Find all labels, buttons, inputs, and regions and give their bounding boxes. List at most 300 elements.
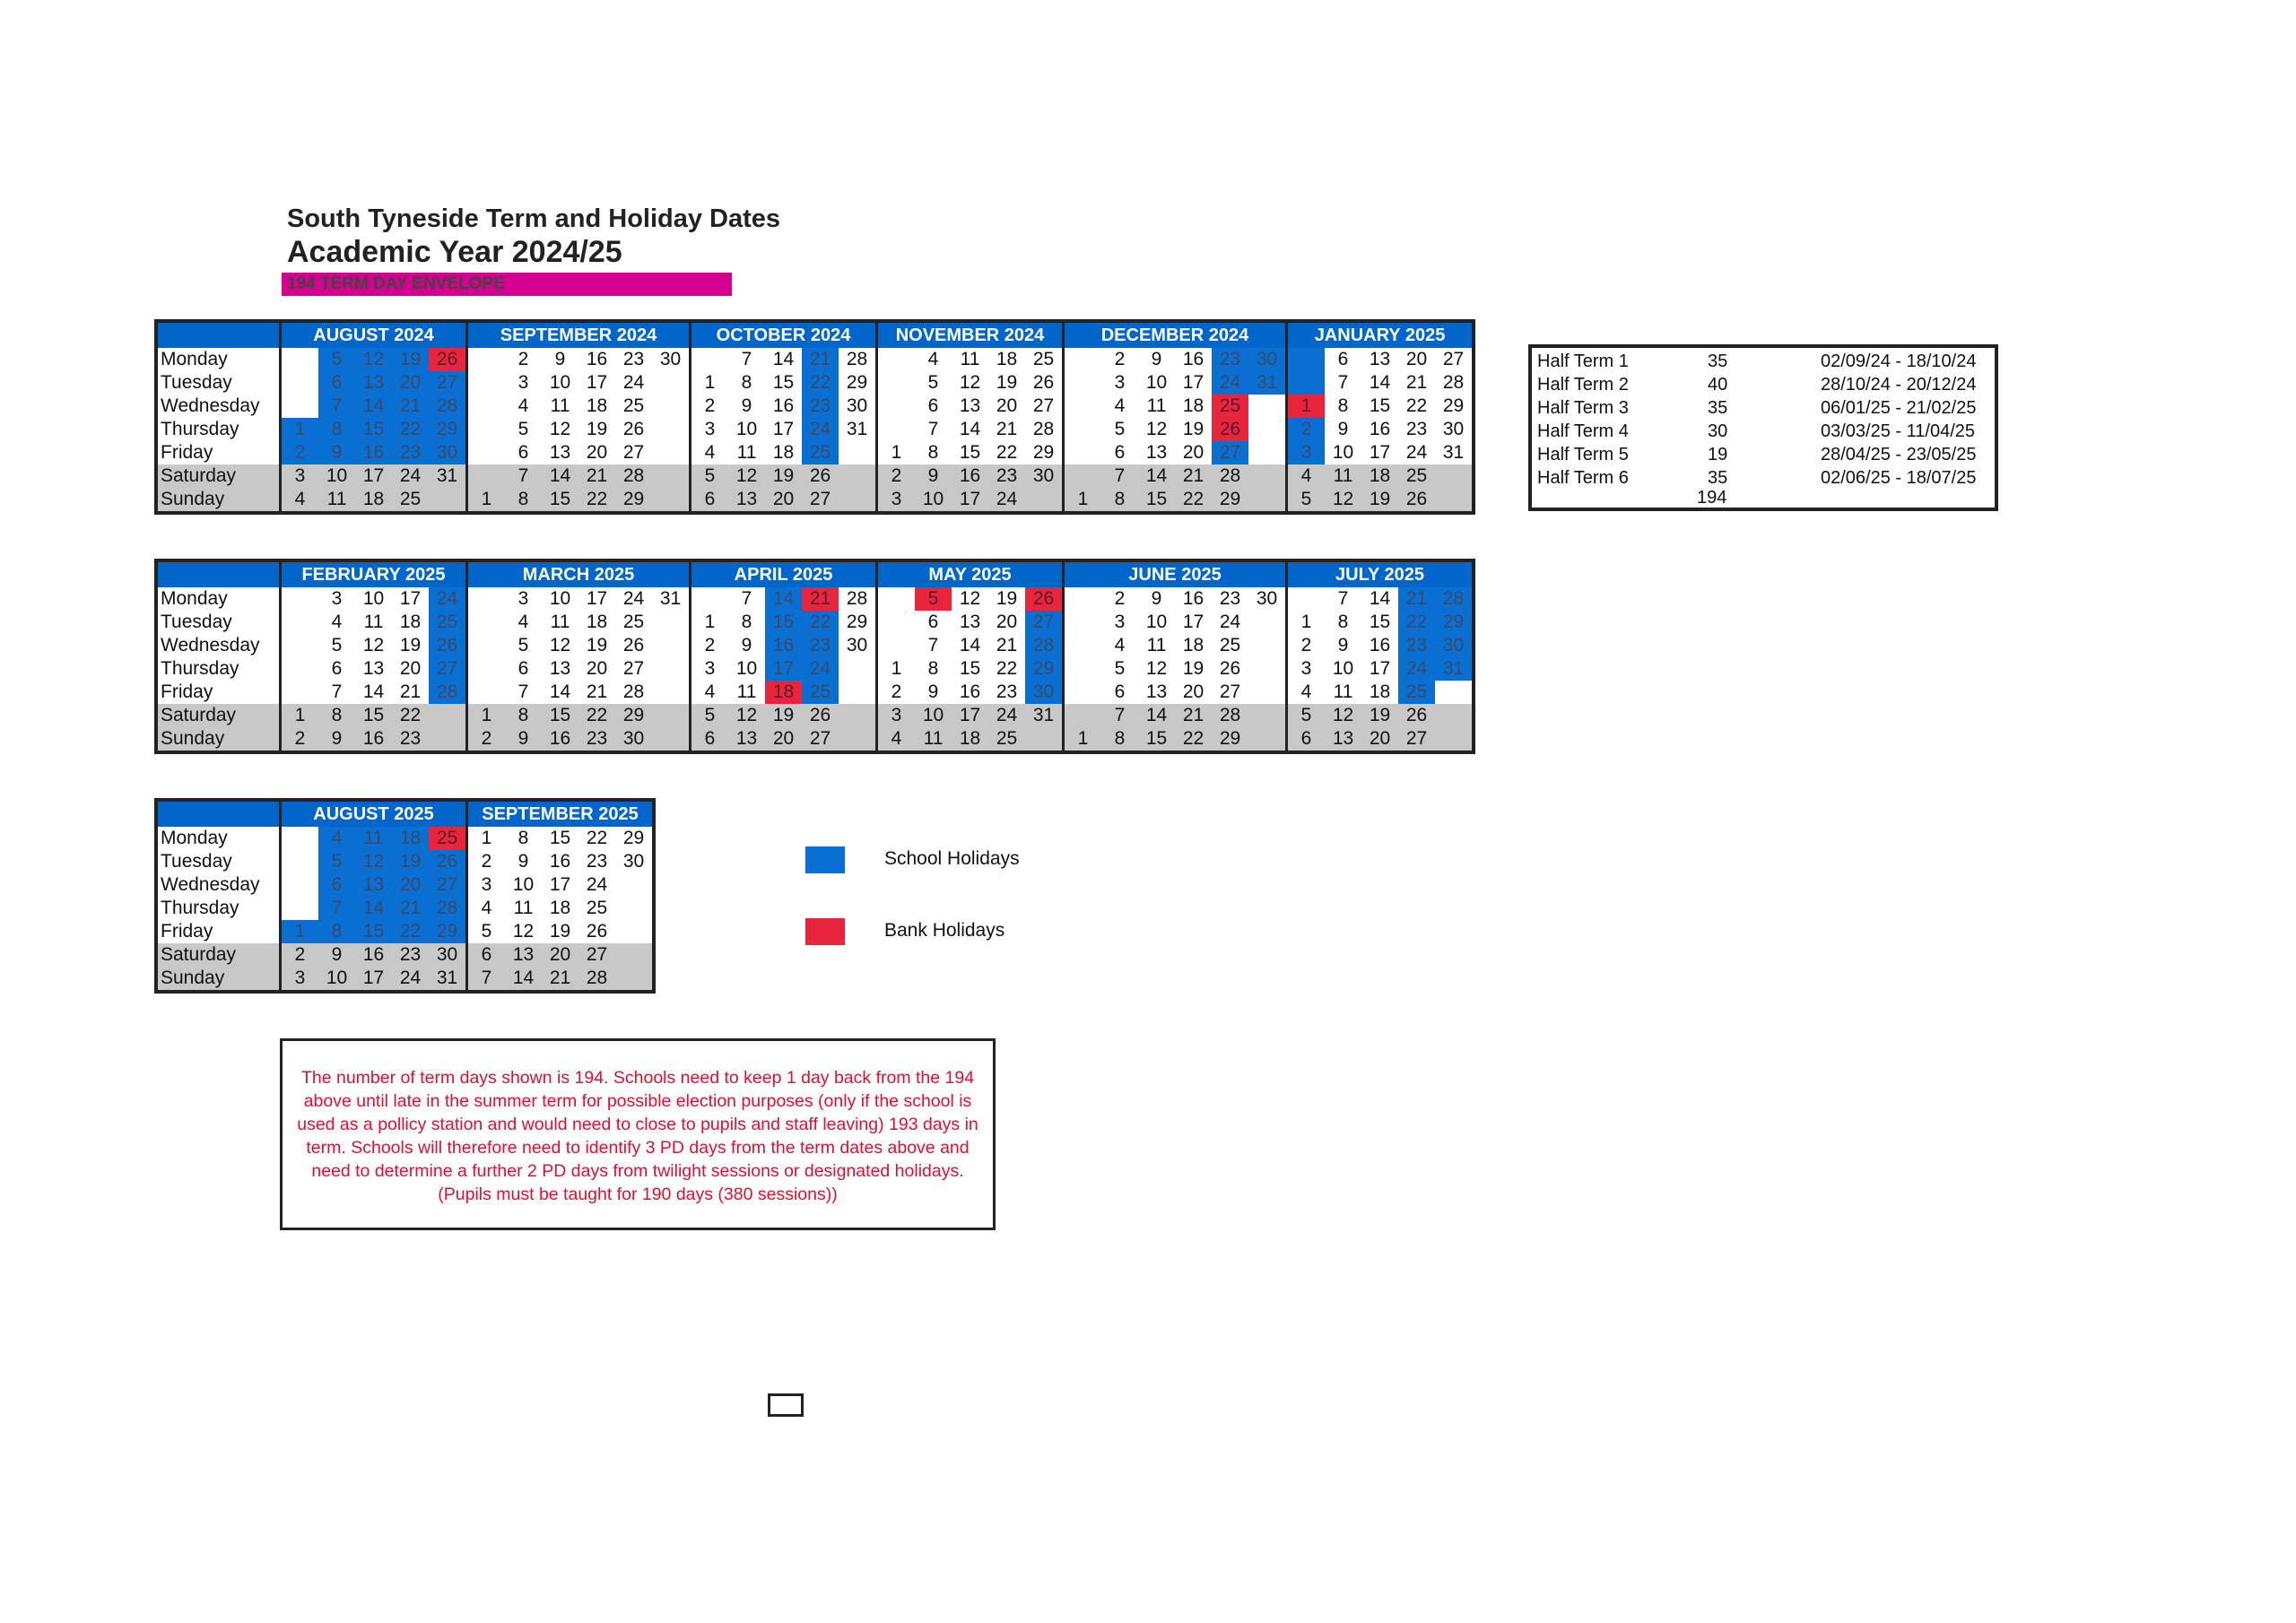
- date-cell: [652, 704, 691, 727]
- date-cell: [467, 634, 506, 657]
- date-cell: [1248, 727, 1287, 752]
- date-cell: 14: [505, 967, 542, 992]
- half-term-name: Half Term 6: [1537, 468, 1629, 488]
- date-cell: 7: [1101, 704, 1138, 727]
- half-term-name: Half Term 2: [1537, 375, 1629, 395]
- half-term-name: Half Term 1: [1537, 352, 1629, 371]
- date-cell: 16: [1369, 419, 1391, 439]
- date-cell: 2: [1287, 418, 1326, 441]
- school-holidays-swatch: [805, 846, 845, 873]
- date-cell: 30: [1435, 634, 1474, 657]
- date-cell: 20: [1405, 349, 1428, 369]
- date-cell: 9: [318, 943, 355, 967]
- date-cell: 15: [959, 658, 981, 679]
- date-cell: 19: [765, 464, 802, 488]
- date-cell: 8: [741, 372, 752, 393]
- date-cell: 4: [517, 612, 529, 632]
- date-cell: 17: [1182, 612, 1205, 632]
- date-cell: [1064, 441, 1102, 464]
- date-cell: 13: [505, 943, 542, 967]
- date-cell: 29: [1435, 611, 1474, 634]
- date-cell: [839, 727, 877, 752]
- date-cell: 25: [429, 827, 467, 850]
- date-cell: 21: [392, 897, 429, 920]
- date-cell: 26: [429, 348, 467, 371]
- half-term-row: [1537, 420, 1995, 443]
- date-cell: 1: [1064, 727, 1102, 752]
- date-cell: [652, 634, 691, 657]
- date-cell: 14: [355, 897, 392, 920]
- date-cell: 11: [736, 442, 757, 463]
- date-cell: 28: [839, 348, 877, 371]
- date-cell: 7: [927, 419, 939, 439]
- date-cell: 9: [741, 635, 752, 655]
- date-cell: [281, 897, 319, 920]
- date-cell: 29: [1212, 488, 1248, 513]
- date-cell: 24: [622, 372, 645, 393]
- date-cell: [467, 348, 506, 371]
- date-cell: 15: [542, 704, 578, 727]
- date-cell: [1025, 727, 1064, 752]
- date-cell: 9: [517, 851, 529, 872]
- page-title: South Tyneside Term and Holiday Dates: [287, 204, 781, 233]
- half-term-dates: 28/04/25 - 23/05/25: [1821, 445, 1977, 464]
- date-cell: 23: [802, 634, 839, 657]
- date-cell: 5: [1114, 658, 1126, 679]
- half-term-summary: [1528, 344, 1998, 511]
- date-cell: 28: [1212, 704, 1248, 727]
- half-term-dates: 02/09/24 - 18/10/24: [1821, 352, 1977, 371]
- date-cell: 18: [399, 612, 422, 632]
- date-cell: 27: [1025, 395, 1064, 418]
- half-term-row: [1537, 396, 1995, 420]
- date-cell: 20: [1182, 681, 1205, 702]
- half-term-total: 194: [1697, 488, 1727, 508]
- month-header: FEBRUARY 2025: [281, 560, 467, 587]
- date-cell: 14: [1138, 464, 1175, 488]
- date-cell: 1: [281, 704, 319, 727]
- date-cell: [429, 727, 467, 752]
- date-cell: 20: [392, 873, 429, 897]
- date-cell: 7: [741, 349, 752, 369]
- date-cell: [467, 611, 506, 634]
- date-cell: [615, 897, 654, 920]
- date-cell: 10: [318, 464, 355, 488]
- calendar-grid-row-1: [154, 319, 1475, 515]
- date-cell: [281, 395, 319, 418]
- date-cell: [877, 418, 916, 441]
- date-cell: 19: [1182, 658, 1205, 679]
- date-cell: [1287, 587, 1326, 611]
- month-header: JANUARY 2025: [1287, 321, 1474, 348]
- date-cell: 2: [704, 635, 716, 655]
- date-cell: 22: [1398, 611, 1435, 634]
- date-cell: 17: [772, 419, 795, 439]
- date-cell: 14: [542, 464, 578, 488]
- date-cell: 15: [355, 418, 392, 441]
- date-cell: 1: [481, 828, 492, 848]
- date-cell: 20: [586, 658, 608, 679]
- date-cell: 25: [586, 898, 608, 918]
- date-cell: [1064, 634, 1102, 657]
- date-cell: 14: [355, 395, 392, 418]
- month-header: DECEMBER 2024: [1064, 321, 1287, 348]
- date-cell: 25: [1025, 348, 1064, 371]
- date-cell: [1435, 488, 1474, 513]
- date-cell: 11: [1333, 681, 1353, 702]
- date-cell: [652, 418, 691, 441]
- date-cell: [1064, 611, 1102, 634]
- date-cell: 26: [1025, 587, 1064, 611]
- date-cell: [1287, 371, 1326, 395]
- term-day-envelope-banner: 194 TERM DAY ENVELOPE: [282, 273, 732, 296]
- date-cell: 7: [505, 464, 542, 488]
- date-cell: 2: [1114, 349, 1126, 369]
- date-cell: 3: [281, 464, 319, 488]
- date-cell: 15: [765, 611, 802, 634]
- date-cell: 28: [622, 681, 645, 702]
- date-cell: 27: [622, 658, 645, 679]
- date-cell: 14: [1138, 704, 1175, 727]
- date-cell: 2: [891, 681, 902, 702]
- half-term-name: Half Term 4: [1537, 421, 1629, 441]
- half-term-row: [1537, 373, 1995, 396]
- date-cell: 4: [318, 827, 355, 850]
- date-cell: 29: [839, 611, 877, 634]
- date-cell: [652, 727, 691, 752]
- date-cell: 15: [355, 704, 392, 727]
- date-cell: 26: [1219, 658, 1241, 679]
- date-cell: [281, 681, 319, 704]
- month-header: MARCH 2025: [467, 560, 691, 587]
- date-cell: 27: [802, 727, 839, 752]
- date-cell: 10: [1145, 372, 1168, 393]
- date-cell: [1248, 395, 1287, 418]
- date-cell: 13: [549, 442, 571, 463]
- date-cell: 4: [517, 395, 529, 416]
- date-cell: 8: [318, 704, 355, 727]
- date-cell: 3: [281, 967, 319, 992]
- date-cell: 13: [362, 658, 385, 679]
- date-cell: [652, 371, 691, 395]
- date-cell: 21: [586, 681, 608, 702]
- month-header: MAY 2025: [877, 560, 1064, 587]
- date-cell: [652, 611, 691, 634]
- date-cell: 24: [988, 488, 1025, 513]
- date-cell: 7: [927, 635, 939, 655]
- date-cell: 31: [1248, 371, 1287, 395]
- date-cell: 31: [652, 587, 691, 611]
- weekday-label: Saturday: [156, 464, 281, 488]
- date-cell: 28: [1435, 371, 1474, 395]
- weekday-label: Friday: [156, 681, 281, 704]
- weekday-label: Thursday: [156, 897, 281, 920]
- date-cell: 11: [1325, 464, 1361, 488]
- empty-box: [768, 1393, 804, 1417]
- date-cell: 23: [392, 727, 429, 752]
- date-cell: 2: [281, 943, 319, 967]
- date-cell: 9: [741, 395, 752, 416]
- date-cell: 9: [318, 441, 355, 464]
- date-cell: 11: [736, 681, 757, 702]
- weekday-label: Sunday: [156, 727, 281, 752]
- date-cell: 26: [1025, 371, 1064, 395]
- date-cell: 23: [578, 727, 615, 752]
- date-cell: [839, 464, 877, 488]
- date-cell: 1: [891, 658, 902, 679]
- date-cell: 4: [704, 442, 716, 463]
- date-cell: [281, 611, 319, 634]
- date-cell: 23: [996, 681, 1018, 702]
- date-cell: 6: [318, 873, 355, 897]
- date-cell: [615, 967, 654, 992]
- date-cell: 8: [927, 658, 939, 679]
- calendar-grid-row-2: [154, 559, 1475, 754]
- date-cell: 8: [1337, 612, 1349, 632]
- date-cell: 28: [429, 897, 467, 920]
- date-cell: 24: [1398, 657, 1435, 681]
- date-cell: [281, 850, 319, 873]
- date-cell: 30: [1025, 681, 1064, 704]
- date-cell: 15: [1369, 395, 1391, 416]
- date-cell: 12: [728, 704, 765, 727]
- date-cell: 12: [959, 372, 981, 393]
- date-cell: 17: [1369, 442, 1391, 463]
- date-cell: 25: [622, 395, 645, 416]
- date-cell: 24: [622, 588, 645, 609]
- month-header: JULY 2025: [1287, 560, 1474, 587]
- date-cell: 3: [481, 874, 492, 895]
- date-cell: 3: [1114, 372, 1126, 393]
- date-cell: 15: [1138, 727, 1175, 752]
- month-header: SEPTEMBER 2024: [467, 321, 691, 348]
- date-cell: 21: [802, 348, 839, 371]
- date-cell: [691, 348, 729, 371]
- date-cell: 23: [1405, 419, 1428, 439]
- date-cell: 28: [839, 587, 877, 611]
- date-cell: 24: [429, 587, 467, 611]
- date-cell: [1064, 464, 1102, 488]
- date-cell: [652, 657, 691, 681]
- date-cell: [1435, 727, 1474, 752]
- date-cell: 18: [1182, 635, 1205, 655]
- date-cell: 16: [549, 851, 571, 872]
- date-cell: 31: [1025, 704, 1064, 727]
- date-cell: 14: [362, 681, 385, 702]
- date-cell: 1: [1064, 488, 1102, 513]
- date-cell: 29: [1025, 657, 1064, 681]
- date-cell: 29: [1025, 441, 1064, 464]
- date-cell: 28: [1025, 634, 1064, 657]
- date-cell: 17: [586, 588, 608, 609]
- date-cell: [615, 943, 654, 967]
- date-cell: 3: [1114, 612, 1126, 632]
- date-cell: 2: [281, 441, 319, 464]
- date-cell: [467, 395, 506, 418]
- date-cell: 20: [765, 727, 802, 752]
- date-cell: 19: [996, 372, 1018, 393]
- date-cell: 6: [331, 658, 343, 679]
- half-term-days: 35: [1708, 468, 1728, 488]
- date-cell: 5: [1287, 704, 1326, 727]
- date-cell: 23: [586, 851, 608, 872]
- date-cell: 10: [549, 372, 571, 393]
- half-term-row: [1537, 350, 1995, 373]
- date-cell: 4: [927, 349, 939, 369]
- date-cell: [877, 634, 916, 657]
- date-cell: 5: [318, 850, 355, 873]
- date-cell: 21: [392, 395, 429, 418]
- date-cell: 9: [1337, 419, 1349, 439]
- date-cell: 12: [959, 588, 981, 609]
- date-cell: 3: [517, 372, 529, 393]
- date-cell: 19: [996, 588, 1018, 609]
- date-cell: 30: [652, 348, 691, 371]
- date-cell: 9: [1337, 635, 1349, 655]
- date-cell: 17: [952, 488, 988, 513]
- date-cell: 16: [542, 727, 578, 752]
- date-cell: 15: [1138, 488, 1175, 513]
- date-cell: 27: [1025, 611, 1064, 634]
- month-header: JUNE 2025: [1064, 560, 1287, 587]
- half-term-dates: 03/03/25 - 11/04/25: [1821, 421, 1975, 441]
- date-cell: [1064, 704, 1102, 727]
- date-cell: 4: [877, 727, 916, 752]
- date-cell: 22: [1175, 488, 1212, 513]
- date-cell: 30: [1025, 464, 1064, 488]
- month-header: SEPTEMBER 2025: [467, 800, 655, 827]
- date-cell: 8: [927, 442, 939, 463]
- date-cell: 7: [331, 681, 343, 702]
- date-cell: 5: [915, 587, 952, 611]
- date-cell: 21: [1398, 587, 1435, 611]
- date-cell: 12: [1145, 658, 1168, 679]
- weekday-label: Wednesday: [156, 634, 281, 657]
- date-cell: [1435, 704, 1474, 727]
- date-cell: 22: [578, 704, 615, 727]
- date-cell: 11: [915, 727, 952, 752]
- date-cell: [652, 464, 691, 488]
- weekday-label: Wednesday: [156, 395, 281, 418]
- date-cell: 19: [1182, 419, 1205, 439]
- half-term-days: 40: [1708, 375, 1728, 395]
- date-cell: 27: [578, 943, 615, 967]
- half-term-days: 30: [1708, 421, 1728, 441]
- half-term-dates: 28/10/24 - 20/12/24: [1821, 375, 1977, 395]
- date-cell: 29: [839, 371, 877, 395]
- date-cell: [839, 657, 877, 681]
- date-cell: 23: [622, 349, 645, 369]
- date-cell: 5: [691, 704, 729, 727]
- date-cell: 23: [988, 464, 1025, 488]
- date-cell: 3: [517, 588, 529, 609]
- date-cell: 22: [392, 704, 429, 727]
- date-cell: 11: [1146, 635, 1167, 655]
- date-cell: 17: [1369, 658, 1391, 679]
- weekday-label: Thursday: [156, 418, 281, 441]
- date-cell: [652, 395, 691, 418]
- date-cell: 18: [355, 488, 392, 513]
- date-cell: 24: [392, 967, 429, 992]
- date-cell: 17: [1182, 372, 1205, 393]
- date-cell: 18: [996, 349, 1018, 369]
- date-cell: 25: [429, 611, 467, 634]
- date-cell: 23: [392, 943, 429, 967]
- date-cell: 10: [362, 588, 385, 609]
- date-cell: [1248, 441, 1287, 464]
- date-cell: 26: [1398, 704, 1435, 727]
- date-cell: [691, 587, 729, 611]
- date-cell: 18: [586, 612, 608, 632]
- date-cell: 17: [586, 372, 608, 393]
- date-cell: 9: [1151, 588, 1162, 609]
- date-cell: 12: [728, 464, 765, 488]
- date-cell: 23: [392, 441, 429, 464]
- date-cell: 4: [281, 488, 319, 513]
- date-cell: 8: [1101, 727, 1138, 752]
- date-cell: 22: [802, 611, 839, 634]
- date-cell: 3: [704, 419, 716, 439]
- date-cell: 12: [355, 850, 392, 873]
- date-cell: 30: [839, 395, 877, 418]
- date-cell: 6: [318, 371, 355, 395]
- date-cell: 12: [549, 419, 571, 439]
- date-cell: [429, 704, 467, 727]
- date-cell: 29: [429, 418, 467, 441]
- weekday-label: Sunday: [156, 967, 281, 992]
- date-cell: 14: [765, 587, 802, 611]
- date-cell: 2: [704, 395, 716, 416]
- date-cell: 7: [1101, 464, 1138, 488]
- date-cell: 21: [1175, 704, 1212, 727]
- date-cell: [1248, 488, 1287, 513]
- month-header: OCTOBER 2024: [691, 321, 877, 348]
- date-cell: 7: [517, 681, 529, 702]
- weekday-label: Wednesday: [156, 873, 281, 897]
- date-cell: 6: [467, 943, 506, 967]
- month-header: AUGUST 2024: [281, 321, 467, 348]
- date-cell: 12: [355, 348, 392, 371]
- date-cell: 9: [927, 681, 939, 702]
- date-cell: 14: [959, 635, 981, 655]
- date-cell: 12: [549, 635, 571, 655]
- date-cell: [1064, 681, 1102, 704]
- date-cell: [281, 657, 319, 681]
- date-cell: [877, 611, 916, 634]
- date-cell: [281, 827, 319, 850]
- date-cell: 8: [505, 704, 542, 727]
- half-term-dates: 06/01/25 - 21/02/25: [1821, 398, 1977, 418]
- date-cell: 18: [1361, 464, 1398, 488]
- date-cell: 1: [281, 418, 319, 441]
- date-cell: 18: [765, 681, 802, 704]
- date-cell: 10: [1145, 612, 1168, 632]
- date-cell: [877, 348, 916, 371]
- school-holidays-label: School Holidays: [884, 848, 1020, 869]
- date-cell: 10: [915, 704, 952, 727]
- date-cell: 22: [996, 658, 1018, 679]
- date-cell: [281, 348, 319, 371]
- date-cell: 16: [355, 727, 392, 752]
- date-cell: 8: [741, 612, 752, 632]
- date-cell: 15: [1369, 612, 1391, 632]
- date-cell: 28: [1212, 464, 1248, 488]
- date-cell: 6: [1337, 349, 1349, 369]
- date-cell: 10: [735, 658, 758, 679]
- month-header: AUGUST 2025: [281, 800, 467, 827]
- date-cell: 3: [877, 488, 916, 513]
- date-cell: 17: [355, 967, 392, 992]
